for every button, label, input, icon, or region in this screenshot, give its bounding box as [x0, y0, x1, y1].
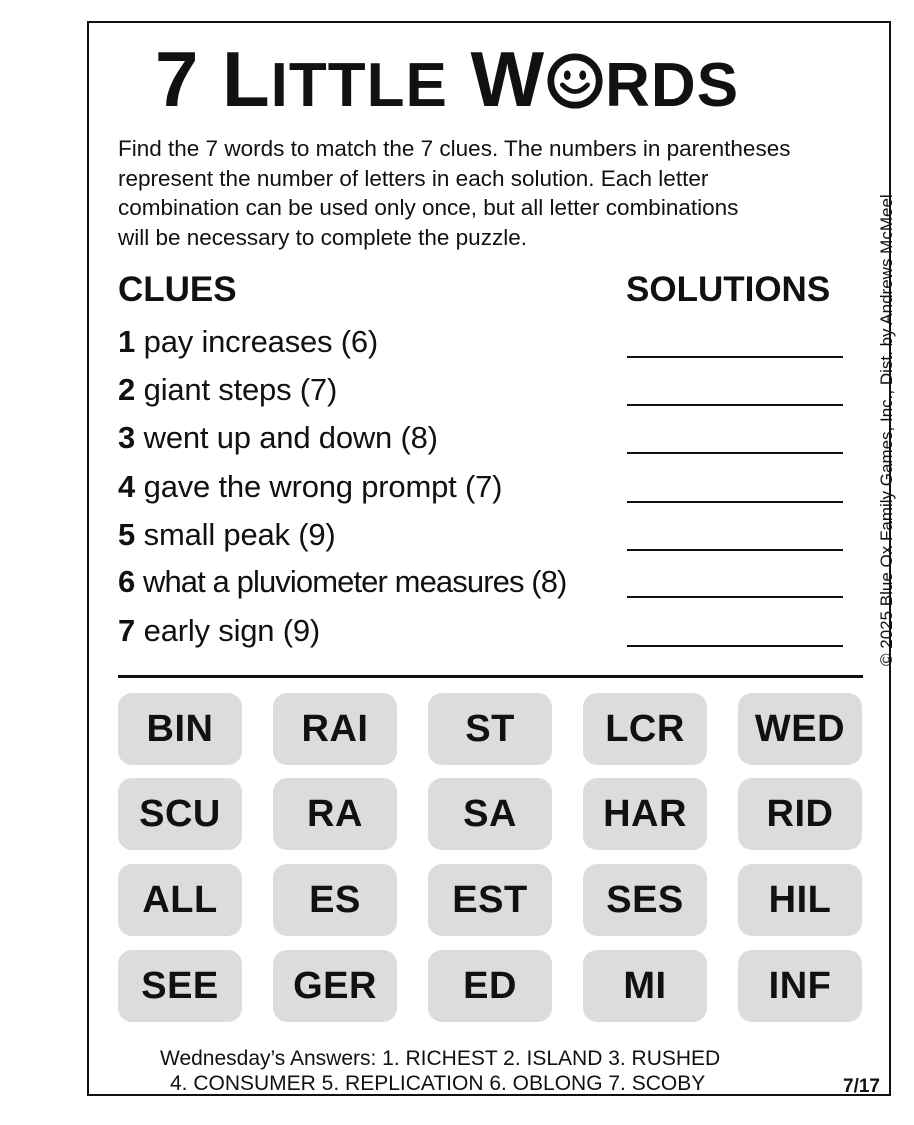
letter-tile[interactable]: ST: [428, 693, 552, 765]
clues-heading: CLUES: [118, 270, 237, 309]
clue-5: 5 small peak (9): [118, 517, 336, 552]
letter-tile[interactable]: ES: [273, 864, 397, 936]
letter-tile[interactable]: RID: [738, 778, 862, 850]
clue-4: 4 gave the wrong prompt (7): [118, 469, 503, 504]
puzzle-title: 7 LITTLE W RDS: [154, 35, 740, 123]
divider: [118, 675, 863, 678]
instructions-line: represent the number of letters in each solution. Each letter: [118, 165, 709, 191]
clue-6: 6 what a pluviometer measures (8): [118, 564, 567, 599]
solution-blank-1[interactable]: [627, 356, 843, 358]
letter-tile[interactable]: HAR: [583, 778, 707, 850]
letter-tile[interactable]: MI: [583, 950, 707, 1022]
letter-tile[interactable]: SEE: [118, 950, 242, 1022]
letter-tile[interactable]: RA: [273, 778, 397, 850]
letter-tile[interactable]: SA: [428, 778, 552, 850]
letter-tile[interactable]: GER: [273, 950, 397, 1022]
solution-blank-5[interactable]: [627, 549, 843, 551]
page-number: 7/17: [843, 1076, 880, 1097]
letter-tile[interactable]: WED: [738, 693, 862, 765]
letter-tile[interactable]: LCR: [583, 693, 707, 765]
instructions-line: combination can be used only once, but all letter combinations: [118, 195, 739, 220]
solution-blank-2[interactable]: [627, 404, 843, 406]
solution-blank-7[interactable]: [627, 645, 843, 647]
copyright-credit: © 2025 Blue Ox Family Games, Inc., Dist. by Andrews McMeel: [877, 194, 896, 666]
letter-tile[interactable]: BIN: [118, 693, 242, 765]
letter-tile[interactable]: HIL: [738, 864, 862, 936]
answers-line-2: 4. CONSUMER 5. REPLICATION 6. OBLONG 7. SCOBY: [170, 1072, 706, 1095]
answers-line-1: Wednesday’s Answers: 1. RICHEST 2. ISLAND 3. RUSHED: [160, 1047, 721, 1070]
clue-2: 2 giant steps (7): [118, 372, 338, 407]
letter-tile[interactable]: INF: [738, 950, 862, 1022]
clue-1: 1 pay increases (6): [118, 324, 379, 359]
letter-tile[interactable]: EST: [428, 864, 552, 936]
letter-tile[interactable]: SES: [583, 864, 707, 936]
smiley-face-icon: [546, 52, 604, 110]
instructions-line: will be necessary to complete the puzzle.: [118, 224, 527, 250]
solution-blank-4[interactable]: [627, 501, 843, 503]
letter-tile[interactable]: ED: [428, 950, 552, 1022]
solution-blank-6[interactable]: [627, 596, 843, 598]
clue-3: 3 went up and down (8): [118, 420, 438, 455]
solution-blank-3[interactable]: [627, 452, 843, 454]
letter-tile[interactable]: ALL: [118, 864, 242, 936]
clue-7: 7 early sign (9): [118, 613, 321, 648]
solutions-heading: SOLUTIONS: [626, 270, 831, 309]
letter-tile[interactable]: RAI: [273, 693, 397, 765]
previous-answers: [160, 1046, 720, 1096]
instructions: [118, 134, 878, 252]
instructions-line: Find the 7 words to match the 7 clues. The numbers in parentheses: [118, 136, 791, 161]
letter-tile[interactable]: SCU: [118, 778, 242, 850]
